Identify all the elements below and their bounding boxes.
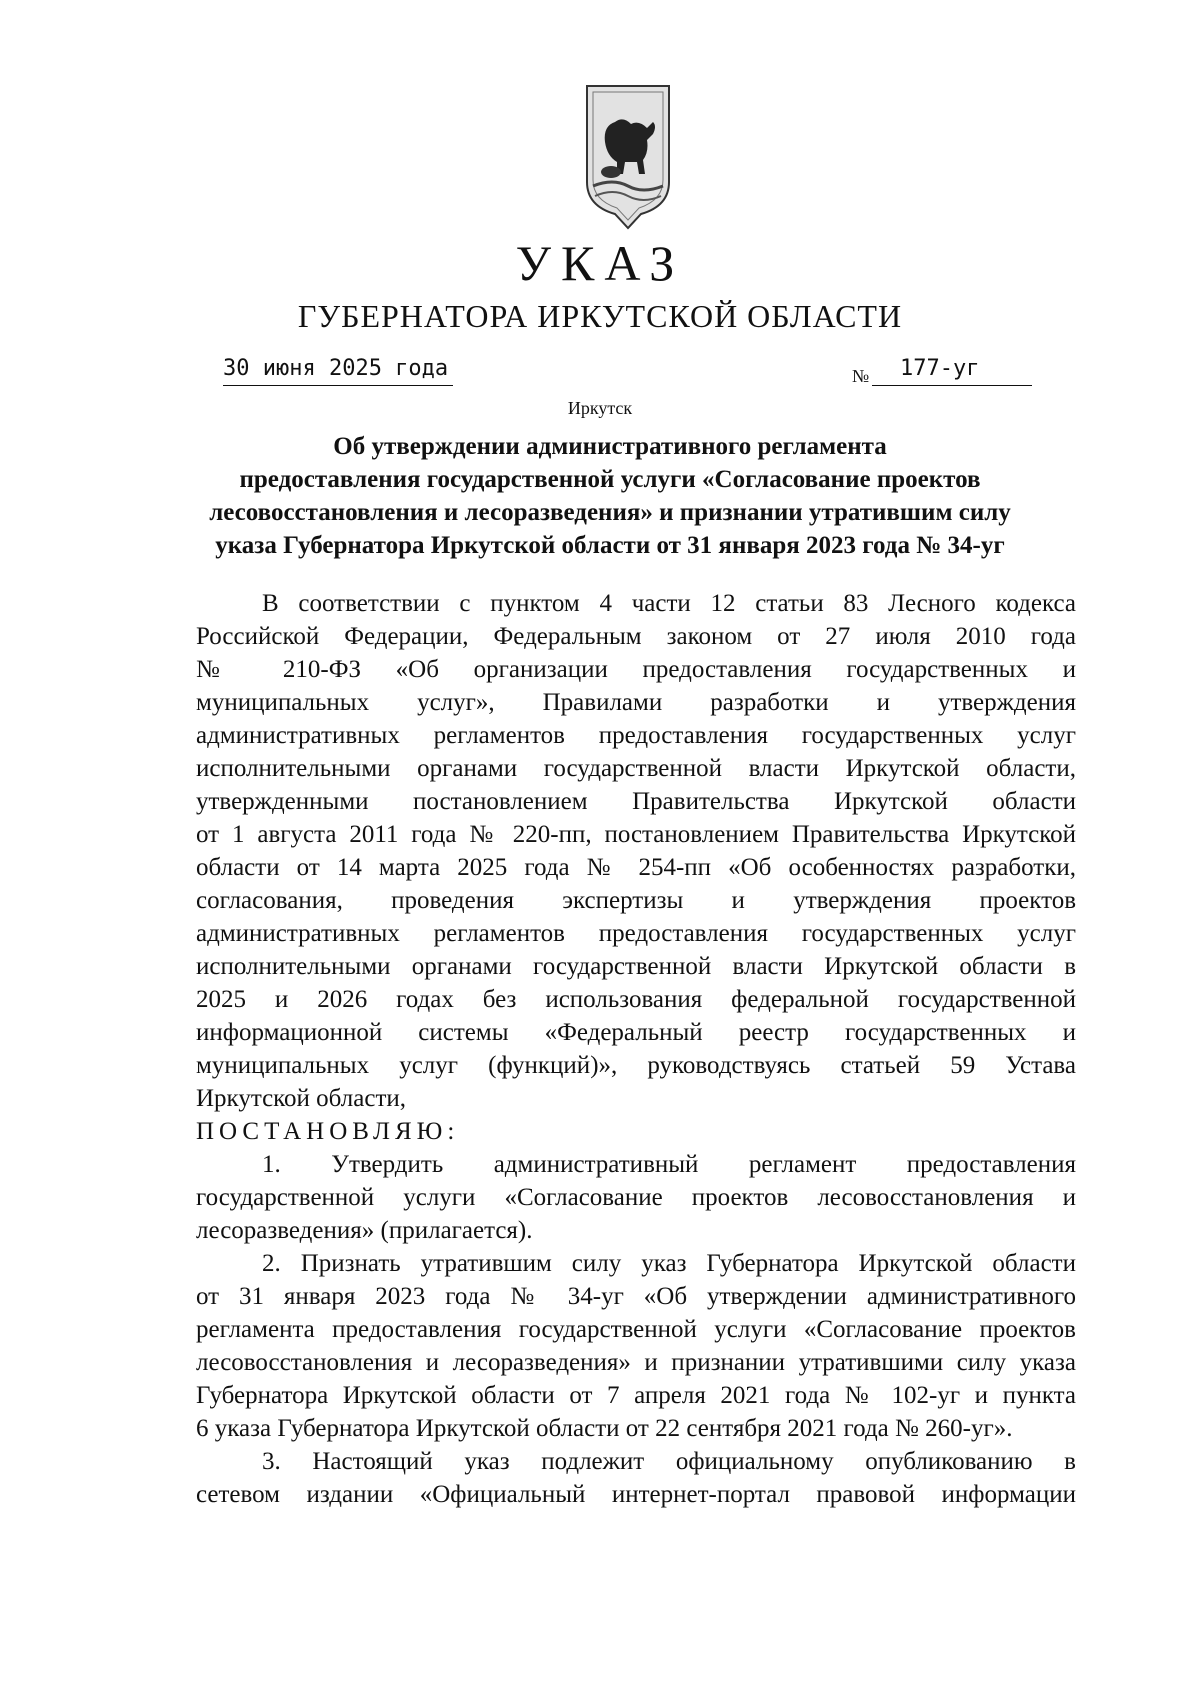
body-line: Губернатора Иркутской области от 7 апреля 2021 года № 102-уг и пункта — [196, 1382, 1076, 1409]
body-line: лесовосстановления и лесоразведения» и признании утратившими силу указа — [196, 1349, 1076, 1376]
body-line: регламента предоставления государственной услуги «Согласование проектов — [196, 1316, 1076, 1343]
coat-of-arms-emblem — [583, 82, 673, 230]
body-line: 6 указа Губернатора Иркутской области от 22 сентября 2021 года № 260-уг». — [196, 1415, 1013, 1442]
number-underline — [872, 385, 1032, 386]
document-subtitle: ГУБЕРНАТОРА ИРКУТСКОЙ ОБЛАСТИ — [297, 298, 903, 334]
resolution-word: ПОСТАНОВЛЯЮ: — [196, 1118, 460, 1145]
body-line: муниципальных услуг», Правилами разработки и утверждения — [196, 689, 1076, 716]
body-line: лесоразведения» (прилагается). — [196, 1217, 533, 1244]
body-line: 2025 и 2026 годах без использования федеральной государственной — [196, 986, 1076, 1013]
body-line: утвержденными постановлением Правительства Иркутской области — [196, 788, 1076, 815]
body-line: от 1 августа 2011 года № 220-пп, постановлением Правительства Иркутской — [196, 821, 1076, 848]
body-line: государственной услуги «Согласование проектов лесовосстановления и — [196, 1184, 1076, 1211]
heading-line: указа Губернатора Иркутской области от 31 января 2023 года № 34-уг — [215, 532, 1005, 559]
body-line: 2. Признать утратившим силу указ Губернатора Иркутской области — [262, 1250, 1076, 1277]
document-city: Иркутск — [567, 398, 633, 418]
body-line: исполнительными органами государственной власти Иркутской области в — [196, 953, 1076, 980]
body-line: 1. Утвердить административный регламент предоставления — [262, 1151, 1076, 1178]
body-line: административных регламентов предоставления государственных услуг — [196, 920, 1076, 947]
body-line: муниципальных услуг (функций)», руководствуясь статьей 59 Устава — [196, 1052, 1076, 1079]
date-underline — [223, 385, 453, 386]
body-line: Иркутской области, — [196, 1085, 406, 1112]
heading-line: Об утверждении административного регламента — [333, 433, 887, 460]
body-line: 3. Настоящий указ подлежит официальному опубликованию в — [262, 1448, 1076, 1475]
document-body — [196, 587, 1076, 1511]
heading-line: лесовосстановления и лесоразведения» и признании утратившим силу — [209, 499, 1011, 526]
document-date: 30 июня 2025 года — [223, 356, 449, 381]
number-sign: № — [852, 366, 870, 386]
body-line: административных регламентов предоставления государственных услуг — [196, 722, 1076, 749]
body-line: Российской Федерации, Федеральным законом от 27 июля 2010 года — [196, 623, 1076, 650]
document-title: УКАЗ — [515, 235, 685, 291]
body-line: согласования, проведения экспертизы и утверждения проектов — [196, 887, 1076, 914]
body-line: № 210-ФЗ «Об организации предоставления государственных и — [196, 656, 1076, 683]
body-line: сетевом издании «Официальный интернет-портал правовой информации — [196, 1481, 1076, 1508]
document-heading — [160, 430, 1060, 562]
heading-line: предоставления государственной услуги «Согласование проектов — [239, 466, 981, 493]
body-line: области от 14 марта 2025 года № 254-пп «Об особенностях разработки, — [196, 854, 1076, 881]
body-line: исполнительными органами государственной власти Иркутской области, — [196, 755, 1076, 782]
body-line: В соответствии с пунктом 4 части 12 статьи 83 Лесного кодекса — [262, 590, 1076, 617]
body-line: информационной системы «Федеральный реестр государственных и — [196, 1019, 1076, 1046]
document-number: 177-уг — [900, 356, 980, 381]
body-line: от 31 января 2023 года № 34-уг «Об утверждении административного — [196, 1283, 1076, 1310]
